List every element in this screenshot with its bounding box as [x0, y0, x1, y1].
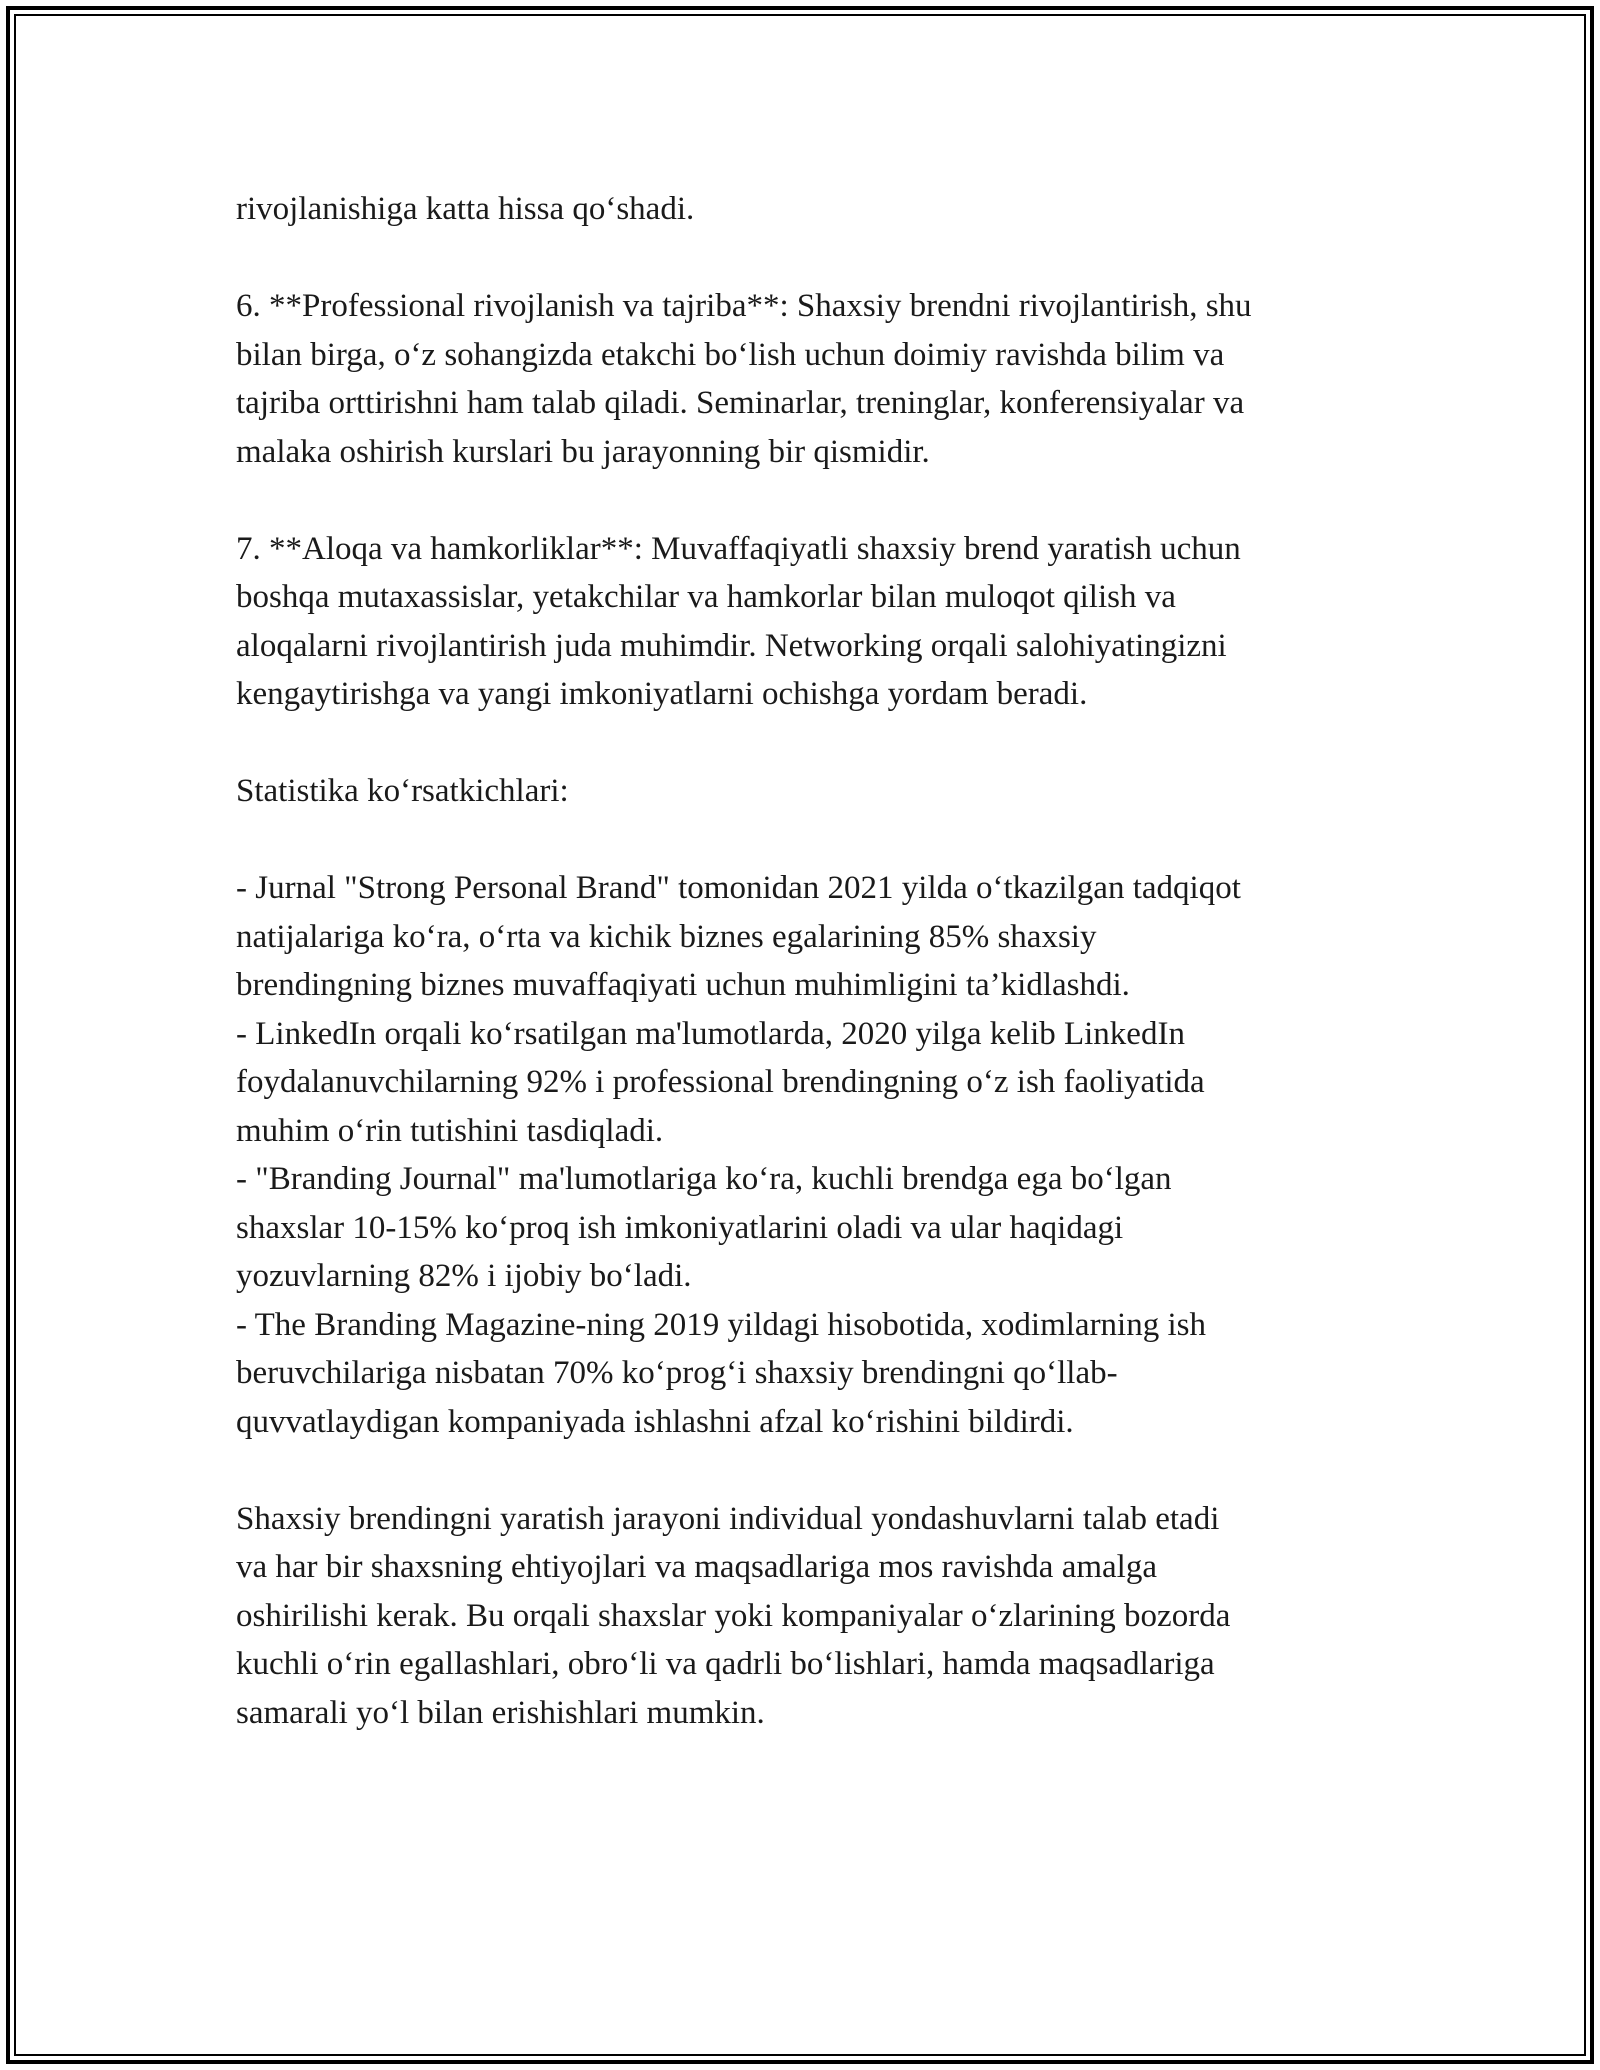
document-body — [236, 185, 1376, 1737]
text-line: tajriba orttirishni ham talab qiladi. Seminarlar, treninglar, konferensiyalar va — [236, 385, 1245, 421]
paragraph-item-6 — [236, 282, 1376, 476]
text-line: rivojlanishiga katta hissa qo‘shadi. — [236, 191, 695, 227]
text-line: - Jurnal "Strong Personal Brand" tomonidan 2021 yilda o‘tkazilgan tadqiqot — [236, 870, 1241, 906]
text-line: Shaxsiy brendingni yaratish jarayoni individual yondashuvlarni talab etadi — [236, 1500, 1220, 1537]
text-line: foydalanuvchilarning 92% i professional brendingning o‘z ish faoliyatida — [236, 1064, 1205, 1100]
text-line: malaka oshirish kurslari bu jarayonning bir qismidir. — [236, 433, 930, 470]
text-line: va har bir shaxsning ehtiyojlari va maqsadlariga mos ravishda amalga — [236, 1549, 1157, 1585]
text-line: - LinkedIn orqali ko‘rsatilgan ma'lumotlarda, 2020 yilga kelib LinkedIn — [236, 1015, 1185, 1052]
text-line: - The Branding Magazine-ning 2019 yildagi hisobotida, xodimlarning ish — [236, 1306, 1206, 1343]
paragraph-conclusion — [236, 1495, 1376, 1738]
paragraph-stats-list — [236, 864, 1376, 1446]
text-line: shaxslar 10-15% ko‘proq ish imkoniyatlarini oladi va ular haqidagi — [236, 1209, 1124, 1246]
text-line: 6. **Professional rivojlanish va tajriba**: Shaxsiy brendni rivojlantirish, shu — [236, 288, 1252, 324]
text-line: boshqa mutaxassislar, yetakchilar va hamkorlar bilan muloqot qilish va — [236, 579, 1176, 615]
text-line: muhim o‘rin tutishini tasdiqladi. — [236, 1112, 664, 1149]
paragraph-item-7 — [236, 525, 1376, 719]
text-line: aloqalarni rivojlantirish juda muhimdir. Networking orqali salohiyatingizni — [236, 627, 1227, 664]
text-line: beruvchilariga nisbatan 70% ko‘prog‘i shaxsiy brendingni qo‘llab- — [236, 1355, 1118, 1391]
text-line: kuchli o‘rin egallashlari, obro‘li va qadrli bo‘lishlari, hamda maqsadlariga — [236, 1646, 1215, 1682]
paragraph-stats-heading — [236, 767, 1376, 816]
text-line: quvvatlaydigan kompaniyada ishlashni afzal ko‘rishini bildirdi. — [236, 1403, 1074, 1440]
text-line: samarali yo‘l bilan erishishlari mumkin. — [236, 1694, 765, 1731]
text-line: oshirilishi kerak. Bu orqali shaxslar yoki kompaniyalar o‘zlarining bozorda — [236, 1597, 1231, 1634]
text-line: kengaytirishga va yangi imkoniyatlarni ochishga yordam beradi. — [236, 676, 1088, 712]
text-line: brendingning biznes muvaffaqiyati uchun muhimligini ta’kidlashdi. — [236, 967, 1130, 1003]
text-line: yozuvlarning 82% i ijobiy bo‘ladi. — [236, 1258, 692, 1294]
text-line: 7. **Aloqa va hamkorliklar**: Muvaffaqiyatli shaxsiy brend yaratish uchun — [236, 530, 1241, 567]
text-line: natijalariga ko‘ra, o‘rta va kichik biznes egalarining 85% shaxsiy — [236, 918, 1097, 955]
paragraph-continuation — [236, 185, 1376, 234]
text-line: - "Branding Journal" ma'lumotlariga ko‘ra, kuchli brendga ega bo‘lgan — [236, 1161, 1172, 1197]
text-line: bilan birga, o‘z sohangizda etakchi bo‘lish uchun doimiy ravishda bilim va — [236, 336, 1225, 373]
section-heading: Statistika ko‘rsatkichlari: — [236, 773, 569, 809]
